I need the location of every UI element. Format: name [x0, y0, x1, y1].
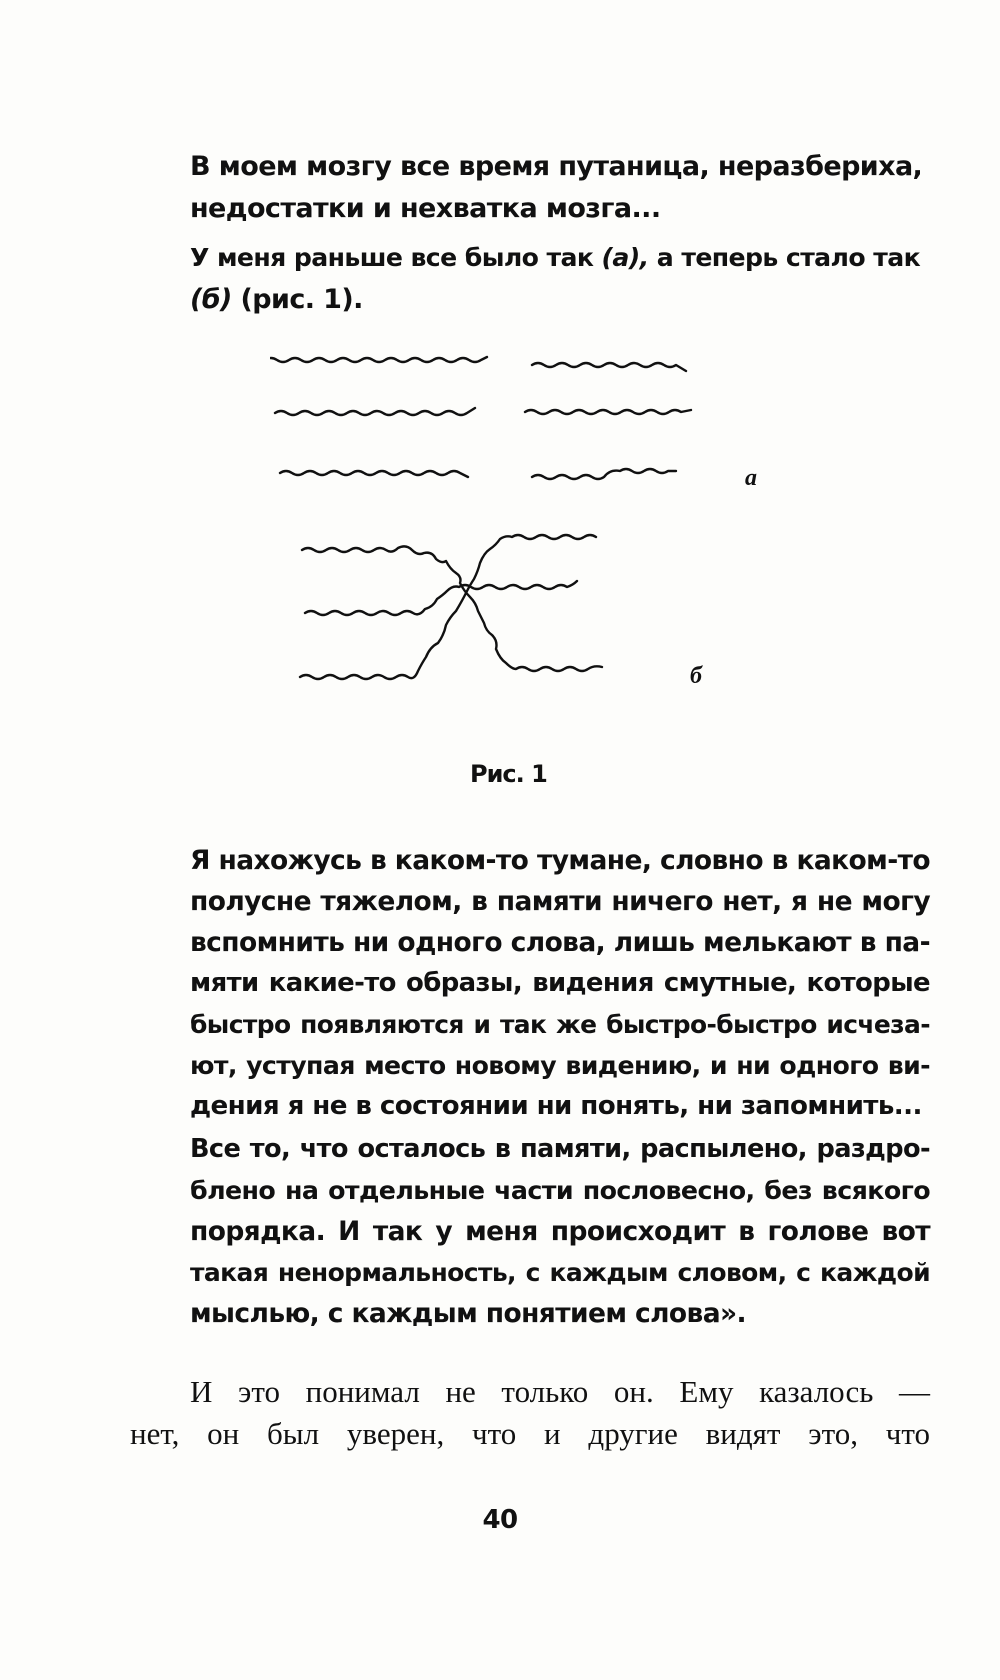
text-segment: У меня раньше все было так — [190, 243, 602, 272]
italic-label-a: (а), — [601, 243, 649, 272]
italic-label-b: (б) — [190, 284, 232, 315]
wavy-line-a-right-1 — [532, 363, 686, 371]
text-line: Я нахожусь в каком-то тумане, словно в каком-то — [190, 845, 930, 876]
text-line: такая ненормальность, с каждым словом, с каждой — [190, 1258, 930, 1287]
wavy-line-a-right-2 — [525, 410, 691, 414]
paragraph-quote-2 — [190, 237, 930, 321]
wavy-line-a-left-3 — [280, 471, 468, 477]
text-line: мяти какие-то образы, видения смутные, которые — [190, 968, 930, 998]
text-line: недостатки и нехватка мозга... — [190, 193, 661, 224]
text-line: И это понимал не только он. Ему казалось — — [190, 1374, 930, 1409]
figure-caption: Рис. 1 — [470, 760, 547, 788]
figure-1-drawing — [270, 355, 810, 735]
figure-1 — [270, 355, 810, 735]
text-line: полусне тяжелом, в памяти ничего нет, я не могу — [190, 886, 930, 917]
text-line: блено на отдельные части пословесно, без всякого — [190, 1176, 930, 1205]
text-line — [190, 279, 930, 321]
text-line: дения я не в состоянии ни понять, ни запомнить... — [190, 1091, 922, 1121]
paragraph-quote-1 — [190, 146, 930, 230]
wavy-line-b-1 — [302, 546, 602, 671]
text-line: В моем мозгу все время путаница, неразбериха, — [190, 151, 923, 182]
paragraph-narrative — [130, 1371, 930, 1455]
text-line: нет, он был уверен, что и другие видят это, что — [130, 1416, 930, 1451]
text-segment: а теперь стало так — [648, 243, 921, 272]
wavy-line-a-right-3 — [532, 469, 676, 479]
page-number: 40 — [482, 1505, 518, 1535]
figure-label-b: б — [690, 663, 702, 689]
paragraph-quote-4 — [190, 1129, 930, 1334]
text-line: мыслью, с каждым понятием слова». — [190, 1298, 746, 1329]
figure-label-a: а — [745, 465, 757, 491]
paragraph-quote-3 — [190, 840, 930, 1127]
text-segment: (рис. 1). — [231, 284, 363, 315]
wavy-line-a-left-2 — [275, 408, 475, 415]
wavy-line-a-left-1 — [270, 357, 487, 362]
text-line: Все то, что осталось в памяти, распылено, раздро- — [190, 1134, 930, 1164]
wavy-line-b-3 — [300, 535, 596, 679]
text-line — [190, 237, 930, 279]
text-line: ют, уступая место новому видению, и ни одного ви- — [190, 1051, 930, 1080]
text-line: порядка. И так у меня происходит в голове вот — [190, 1216, 930, 1247]
text-line: быстро появляются и так же быстро-быстро исчеза- — [190, 1010, 930, 1039]
wavy-line-b-2 — [305, 581, 577, 615]
text-line: вспомнить ни одного слова, лишь мелькают в па- — [190, 927, 930, 958]
